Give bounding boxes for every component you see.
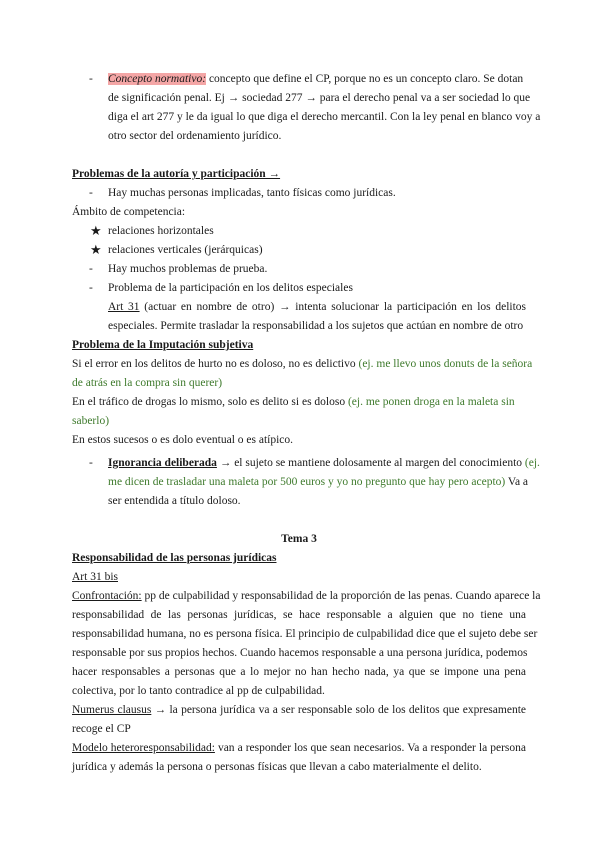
- autoria-item-1: Hay muchas personas implicadas, tanto físicas como jurídicas.: [108, 187, 396, 199]
- imputacion-line-5: En estos sucesos o es dolo eventual o es atípico.: [72, 434, 294, 446]
- modelo-line-2: jurídica y además la persona o personas físicas que llevan a cabo materialmente el delito.: [72, 761, 482, 773]
- list-dash: -: [89, 282, 93, 294]
- example-donuts: (ej. me llevo unos donuts de la señora: [358, 358, 533, 370]
- imputacion-line-3: [72, 393, 526, 411]
- concepto-normativo-term: Concepto normativo:: [108, 73, 207, 85]
- example-droga: (ej. me ponen droga en la maleta sin: [347, 396, 515, 408]
- list-dash: -: [89, 457, 93, 469]
- list-dash: -: [89, 263, 93, 275]
- example-droga-cont: saberlo): [72, 415, 110, 427]
- confrontacion-line-4: responsable por sus propios hechos. Cuando hacemos responsable a una persona jurídica, podemos: [72, 647, 528, 659]
- art31-line-2: especiales. Permite trasladar la responsabilidad a los sujetos que actúan en nombre de otro: [108, 320, 524, 332]
- confrontacion-line-2: responsabilidad de las personas jurídicas, se hace responsable a alguien que no tiene una: [72, 609, 526, 621]
- autoria-item-prueba: Hay muchos problemas de prueba.: [108, 263, 268, 275]
- modelo-term: Modelo heteroresponsabilidad:: [72, 742, 215, 754]
- art31-text: (actuar en nombre de otro) → intenta solucionar la participación en los delitos: [144, 301, 527, 313]
- tema-title: Tema 3: [281, 533, 317, 545]
- confrontacion-line-5: hacer responsables a personas que a lo mejor no han hecho nada, ya que se impone una pena: [72, 666, 526, 678]
- confrontacion-text: pp de culpabilidad y responsabilidad de la proporción de las penas. Cuando aparece la: [141, 590, 541, 602]
- confrontacion-line-3: responsabilidad humana, no es persona física. El principio de culpabilidad dice que el sujeto debe ser: [72, 628, 538, 640]
- imputacion-line-1: [72, 355, 533, 373]
- art31-line-1: [108, 298, 526, 316]
- concepto-normativo-line-3: diga el art 277 y le da igual lo que diga el derecho mercantil. Con la ley penal en blanco voy a: [108, 111, 541, 123]
- modelo-line-1: [72, 739, 526, 757]
- heading-personas-juridicas: Responsabilidad de las personas jurídicas: [72, 552, 277, 564]
- star-bullet-icon: ★: [90, 223, 102, 238]
- example-maleta-start: (ej.: [524, 457, 540, 469]
- modelo-text: van a responder los que sean necesarios. Va a responder la persona: [214, 742, 526, 754]
- heading-autoria: Problemas de la autoría y participación →: [72, 168, 281, 180]
- imputacion-text-2: En el tráfico de drogas lo mismo, solo es delito si es doloso: [72, 396, 348, 408]
- art31-ref: Art 31: [108, 301, 140, 313]
- ambito-label: Ámbito de competencia:: [72, 206, 186, 218]
- concepto-normativo-line-4: otro sector del ordenamiento jurídico.: [108, 130, 282, 142]
- example-donuts-cont: de atrás en la compra sin querer): [72, 377, 223, 389]
- confrontacion-term: Confrontación:: [72, 590, 142, 602]
- example-maleta: me dicen de trasladar una maleta por 500 euros y yo no pregunto que hay pero acepto): [108, 476, 506, 488]
- list-dash: -: [89, 187, 93, 199]
- ignorancia-text: → el sujeto se mantiene dolosamente al margen del conocimiento: [216, 457, 525, 469]
- numerus-line-2: recoge el CP: [72, 723, 131, 735]
- numerus-line-1: [72, 701, 526, 719]
- ignorancia-line-3: ser entendida a título doloso.: [108, 495, 241, 507]
- ignorancia-line-2: [108, 473, 529, 491]
- imputacion-text-1: Si el error en los delitos de hurto no es doloso, no es delictivo: [72, 358, 359, 370]
- numerus-text: → la persona jurídica va a ser responsable solo de los delitos que expresamente: [151, 704, 526, 716]
- autoria-item-especiales: Problema de la participación en los delitos especiales: [108, 282, 353, 294]
- concepto-normativo-line-1: [108, 70, 526, 88]
- star-bullet-icon: ★: [90, 242, 102, 257]
- ambito-item-vertical: relaciones verticales (jerárquicas): [108, 244, 263, 256]
- ignorancia-line-1: [108, 454, 540, 472]
- ambito-item-horizontal: relaciones horizontales: [108, 225, 214, 237]
- ignorancia-tail: Va a: [505, 476, 529, 488]
- numerus-term: Numerus clausus: [72, 704, 152, 716]
- art31bis-ref: Art 31 bis: [72, 571, 118, 583]
- ignorancia-term: Ignorancia deliberada: [108, 457, 217, 469]
- confrontacion-line-1: [72, 587, 541, 605]
- confrontacion-line-6: colectiva, por lo tanto contradice al pp de culpabilidad.: [72, 685, 325, 697]
- concepto-normativo-text: concepto que define el CP, porque no es un concepto claro. Se dotan: [208, 73, 524, 85]
- heading-imputacion: Problema de la Imputación subjetiva: [72, 339, 254, 351]
- concepto-normativo-line-2: de significación penal. Ej → sociedad 277 → para el derecho penal va a ser sociedad lo que: [108, 92, 531, 104]
- list-dash: -: [89, 73, 93, 85]
